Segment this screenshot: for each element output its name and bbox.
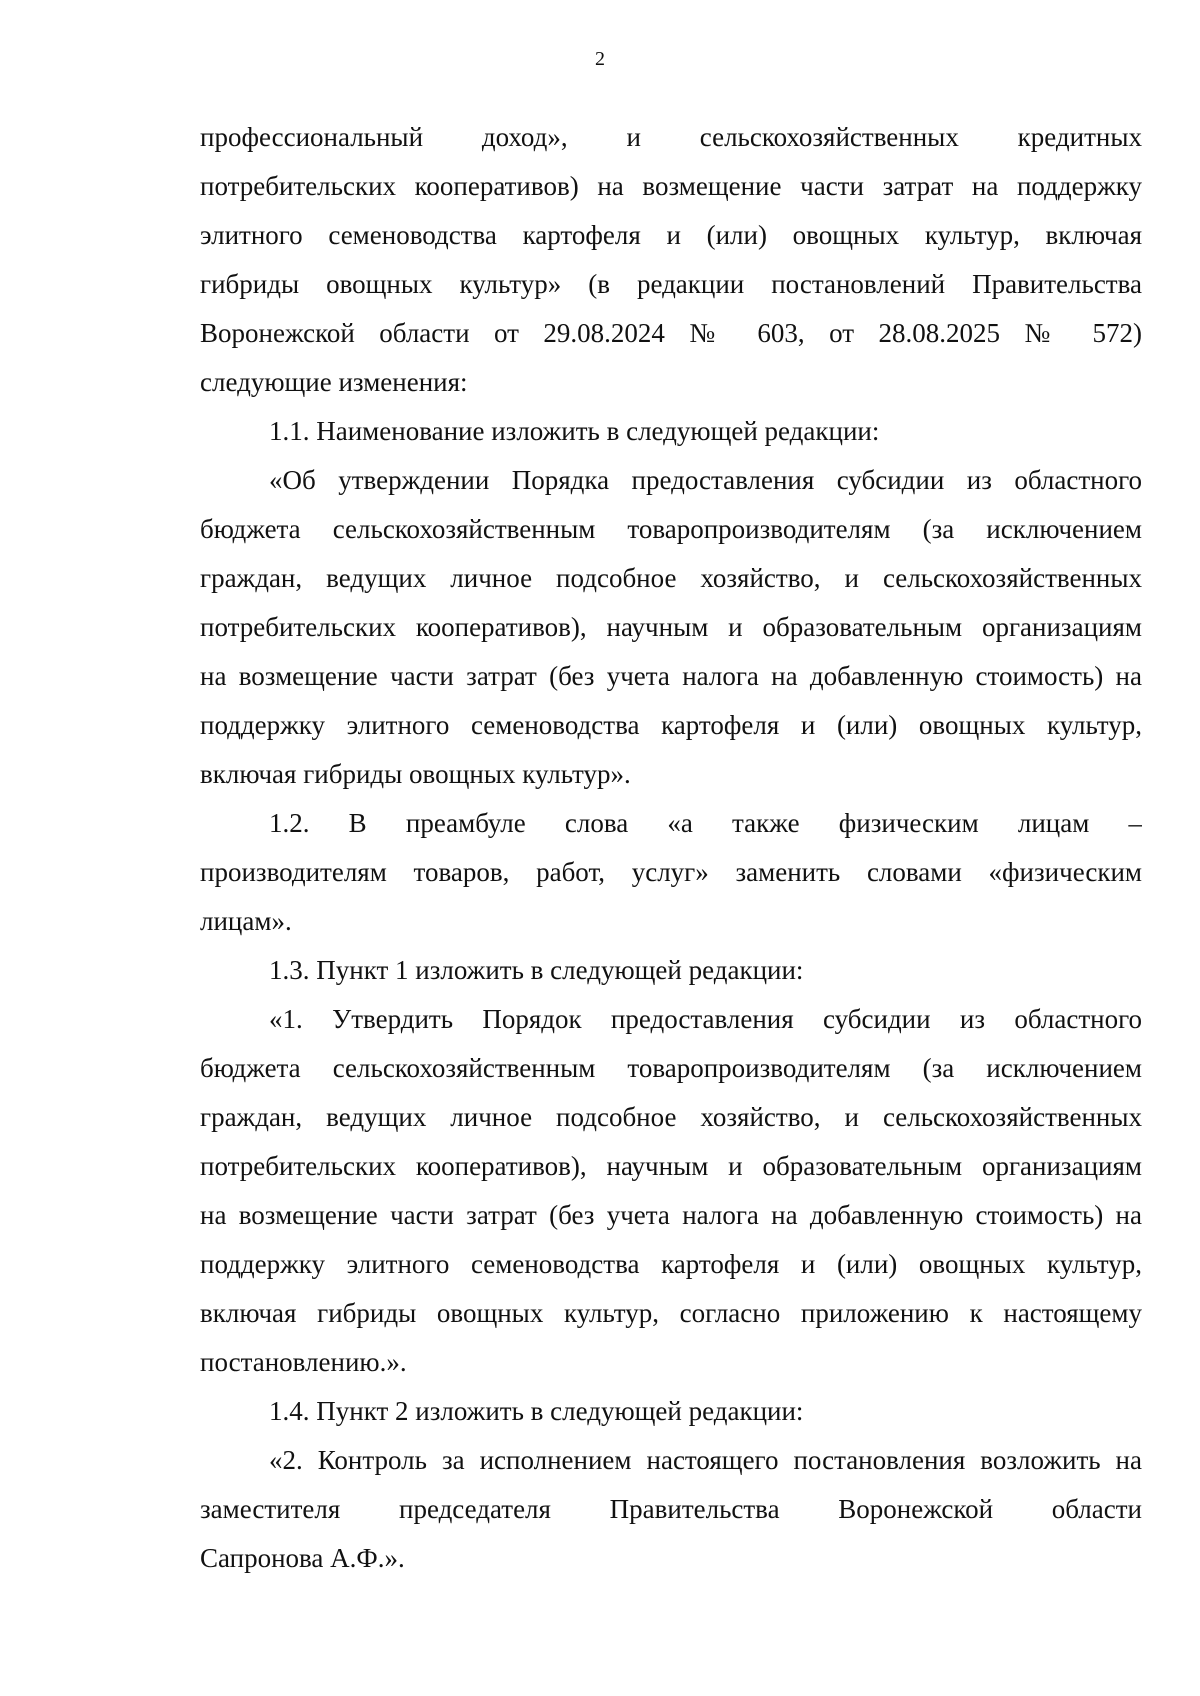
document-body [200,113,1142,1583]
clause-1-4: 1.4. Пункт 2 изложить в следующей редакции: [269,1396,804,1426]
text-line: постановлению.». [200,1347,407,1377]
page-number: 2 [595,48,605,70]
text-line: производителям товаров, работ, услуг» заменить словами «физическим [200,857,1142,887]
text-line: элитного семеноводства картофеля и (или) овощных культур, включая [200,220,1142,250]
text-line: поддержку элитного семеноводства картофеля и (или) овощных культур, [200,710,1142,740]
text-line: потребительских кооперативов), научным и образовательным организациям [200,1151,1142,1181]
text-line: «Об утверждении Порядка предоставления субсидии из областного [269,465,1142,495]
text-line: граждан, ведущих личное подсобное хозяйство, и сельскохозяйственных [200,563,1142,593]
clause-1-1: 1.1. Наименование изложить в следующей редакции: [269,416,880,446]
text-line: Сапронова А.Ф.». [200,1543,405,1573]
text-line: лицам». [200,906,292,936]
text-line: бюджета сельскохозяйственным товаропроизводителям (за исключением [200,1053,1142,1083]
text-line: граждан, ведущих личное подсобное хозяйство, и сельскохозяйственных [200,1102,1142,1132]
text-line: поддержку элитного семеноводства картофеля и (или) овощных культур, [200,1249,1142,1279]
text-line: потребительских кооперативов) на возмещение части затрат на поддержку [200,171,1142,201]
text-line: профессиональный доход», и сельскохозяйственных кредитных [200,122,1142,152]
text-line: «2. Контроль за исполнением настоящего постановления возложить на [269,1445,1142,1475]
text-line: бюджета сельскохозяйственным товаропроизводителям (за исключением [200,514,1142,544]
text-line: на возмещение части затрат (без учета налога на добавленную стоимость) на [200,661,1142,691]
text-line: включая гибриды овощных культур». [200,759,631,789]
text-line: Воронежской области от 29.08.2024 № 603, от 28.08.2025 № 572) [200,318,1142,348]
text-line: заместителя председателя Правительства Воронежской области [200,1494,1142,1524]
text-line: «1. Утвердить Порядок предоставления субсидии из областного [269,1004,1142,1034]
text-line: включая гибриды овощных культур, согласно приложению к настоящему [200,1298,1142,1328]
clause-1-2: 1.2. В преамбуле слова «а также физическим лицам – [269,808,1142,838]
text-line: потребительских кооперативов), научным и образовательным организациям [200,612,1142,642]
text-line: следующие изменения: [200,367,468,397]
clause-1-3: 1.3. Пункт 1 изложить в следующей редакции: [269,955,804,985]
text-line: на возмещение части затрат (без учета налога на добавленную стоимость) на [200,1200,1142,1230]
text-line: гибриды овощных культур» (в редакции постановлений Правительства [200,269,1142,299]
